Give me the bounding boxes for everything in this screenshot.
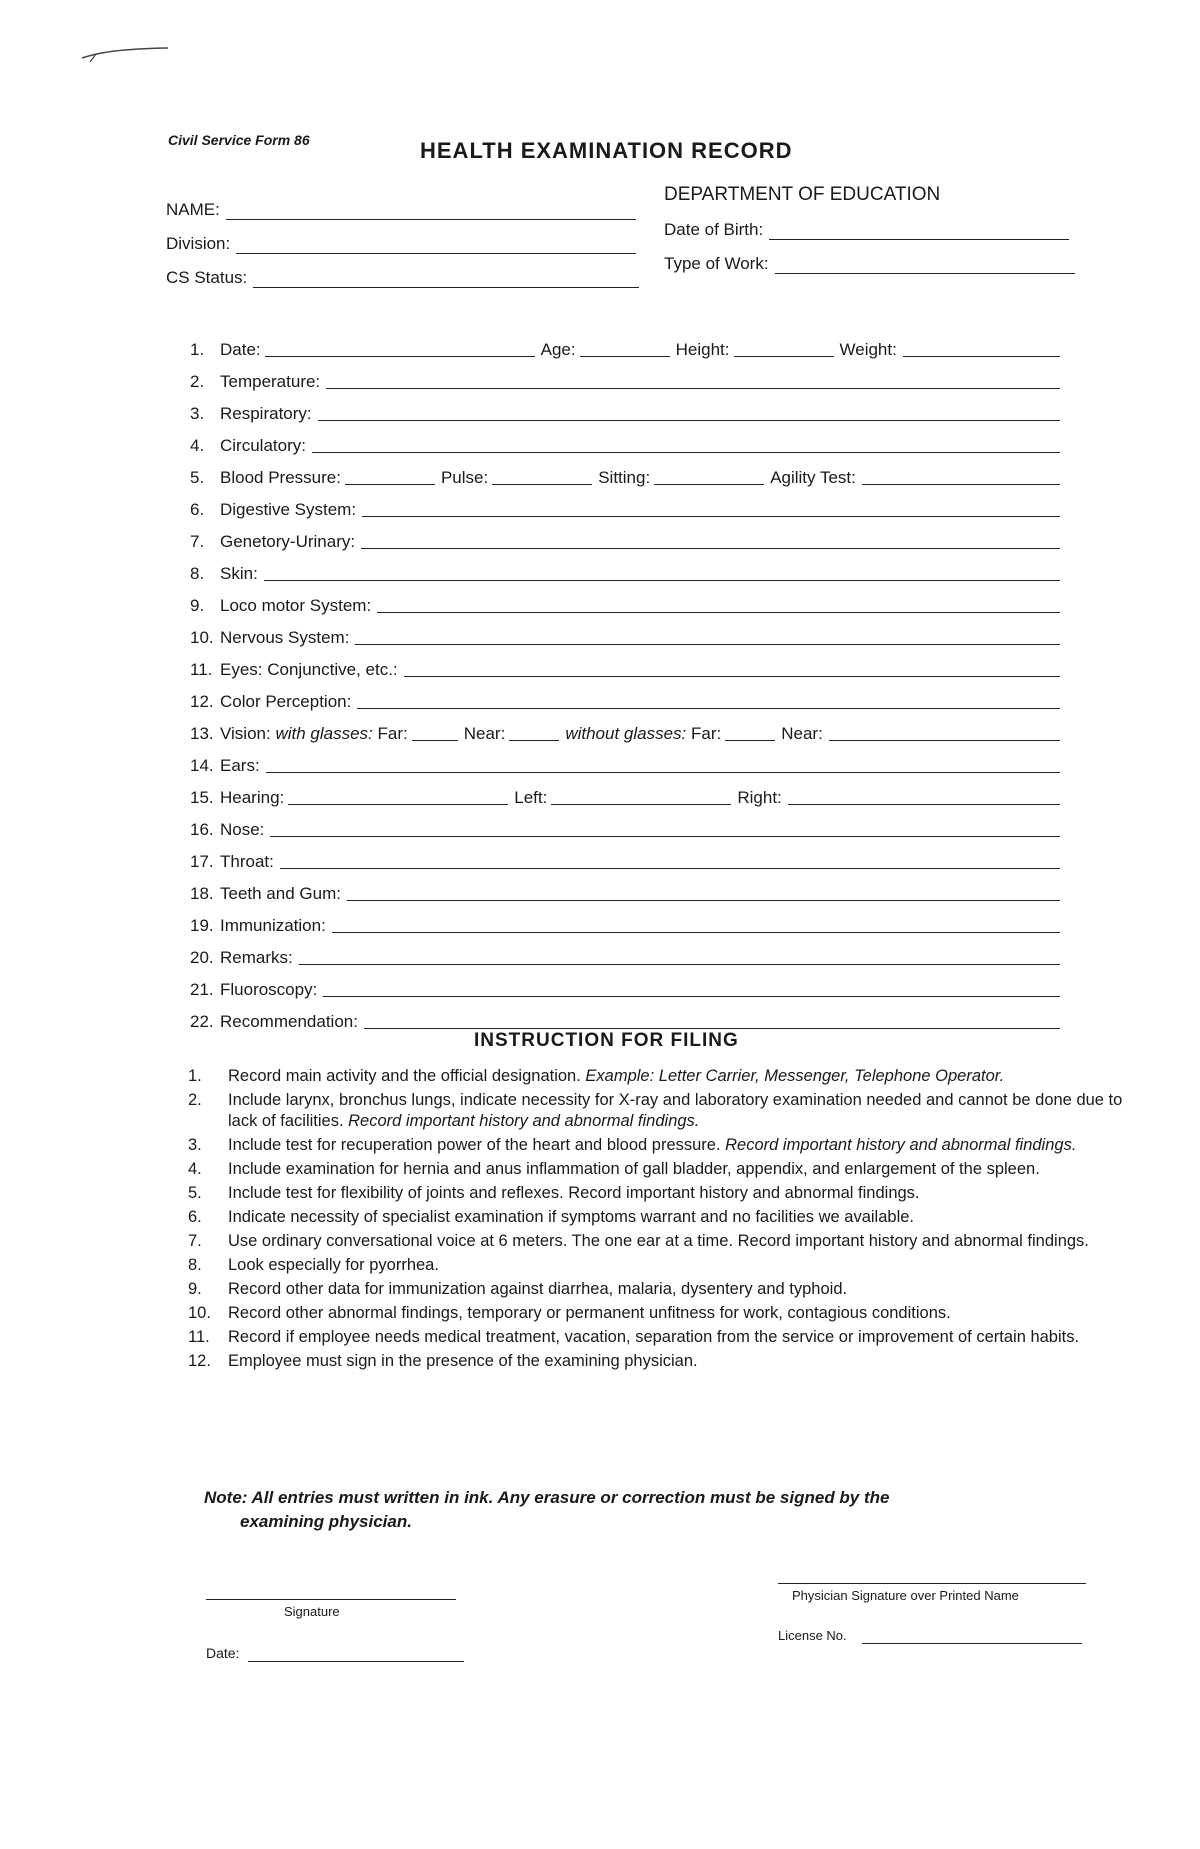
color-perception-input[interactable] (357, 692, 1060, 709)
nervous-system-input[interactable] (355, 628, 1060, 645)
page-title: HEALTH EXAMINATION RECORD (420, 138, 793, 163)
item-6: 6. Digestive System: (190, 488, 1060, 520)
instruction-item: 4. Include examination for hernia and anus inflammation of gall bladder, appendix, and enlargement of the spleen. (188, 1160, 1040, 1178)
teeth-and-gum-label: Teeth and Gum: (220, 884, 341, 903)
date-line[interactable] (248, 1660, 464, 1662)
immunization-input[interactable] (332, 916, 1060, 933)
without-glasses-label: without glasses: (565, 724, 687, 743)
instruction-item: 11. Record if employee needs medical treatment, vacation, separation from the service or improvement of certain habits. (188, 1328, 1080, 1346)
name-label: NAME: (166, 200, 220, 219)
digestive-system-label: Digestive System: (220, 500, 357, 519)
cs-status-label: CS Status: (166, 268, 248, 287)
item-14: 14. Ears: (190, 744, 1060, 776)
recommendation-input[interactable] (364, 1012, 1060, 1029)
far-with-glasses-input[interactable] (412, 724, 458, 741)
name-field[interactable] (166, 200, 636, 220)
employee-signature-line[interactable] (206, 1598, 456, 1600)
nervous-system-label: Nervous System: (220, 628, 350, 647)
ink-note: Note: All entries must written in ink. Any erasure or correction must be signed by the examining physician. (204, 1488, 890, 1531)
weight-label: Weight: (839, 340, 897, 359)
age-input[interactable] (580, 340, 670, 357)
date-label: Date: (220, 340, 261, 359)
item-20: 20. Remarks: (190, 936, 1060, 968)
temperature-input[interactable] (326, 372, 1060, 389)
throat-input[interactable] (280, 852, 1060, 869)
item-4: 4. Circulatory: (190, 424, 1060, 456)
item-13: 13. Vision: with glasses: Far: Near: without glasses: Far: Near: (190, 712, 1060, 744)
far-without-glasses-input[interactable] (725, 724, 775, 741)
far-label-2: Far: (691, 724, 722, 743)
remarks-input[interactable] (299, 948, 1060, 965)
instruction-item: 5. Include test for flexibility of joints and reflexes. Record important history and abnormal findings. (188, 1184, 920, 1202)
recommendation-label: Recommendation: (220, 1012, 358, 1031)
genetory-urinary-input[interactable] (361, 532, 1060, 549)
remarks-label: Remarks: (220, 948, 293, 967)
color-perception-label: Color Perception: (220, 692, 352, 711)
nose-label: Nose: (220, 820, 265, 839)
near-with-glasses-input[interactable] (509, 724, 559, 741)
skin-input[interactable] (264, 564, 1060, 581)
vision-label: Vision: (220, 724, 271, 743)
with-glasses-label: with glasses: (275, 724, 373, 743)
skin-label: Skin: (220, 564, 258, 583)
instruction-item: 3. Include test for recuperation power of the heart and blood pressure. Record important history and abnormal findings. (188, 1136, 1077, 1154)
item-18: 18. Teeth and Gum: (190, 872, 1060, 904)
cs-status-field[interactable] (166, 268, 639, 288)
instruction-item: 12. Employee must sign in the presence of the examining physician. (188, 1352, 698, 1370)
division-label: Division: (166, 234, 231, 253)
type-of-work-label: Type of Work: (664, 254, 769, 273)
loco-motor-system-input[interactable] (377, 596, 1060, 613)
scribble-mark (80, 40, 170, 70)
nose-input[interactable] (270, 820, 1060, 837)
ears-label: Ears: (220, 756, 260, 775)
respiratory-input[interactable] (318, 404, 1060, 421)
department-name: DEPARTMENT OF EDUCATION (664, 184, 941, 205)
instruction-item: 1. Record main activity and the official designation. Example: Letter Carrier, Messenger, Telephone Operator. (188, 1067, 1005, 1085)
fluoroscopy-input[interactable] (323, 980, 1060, 997)
near-without-glasses-input[interactable] (829, 724, 1060, 741)
instruction-item: 7. Use ordinary conversational voice at 6 meters. The one ear at a time. Record important history and abnormal findings. (188, 1232, 1089, 1250)
division-field[interactable] (166, 234, 636, 254)
blood-pressure-label: Blood Pressure: (220, 468, 341, 487)
instructions-title: INSTRUCTION FOR FILING (474, 1030, 739, 1051)
instruction-item: 10. Record other abnormal findings, temporary or permanent unfitness for work, contagious conditions. (188, 1304, 951, 1322)
item-10: 10. Nervous System: (190, 616, 1060, 648)
item-15: 15. Hearing: Left: Right: (190, 776, 1060, 808)
signature-label: Signature (284, 1604, 340, 1619)
date-label-bottom: Date: (206, 1645, 240, 1661)
pulse-label: Pulse: (440, 468, 489, 487)
respiratory-label: Respiratory: (220, 404, 312, 423)
item-16: 16. Nose: (190, 808, 1060, 840)
item-7: 7. Genetory-Urinary: (190, 520, 1060, 552)
blood-pressure-input[interactable] (345, 468, 435, 485)
left-label: Left: (514, 788, 548, 807)
item-3: 3. Respiratory: (190, 392, 1060, 424)
item-9: 9. Loco motor System: (190, 584, 1060, 616)
hearing-label: Hearing: (220, 788, 285, 807)
throat-label: Throat: (220, 852, 274, 871)
item-1: 1. Date: Age: Height: Weight: (190, 328, 1060, 360)
circulatory-label: Circulatory: (220, 436, 306, 455)
item-21: 21. Fluoroscopy: (190, 968, 1060, 1000)
weight-input[interactable] (903, 340, 1060, 357)
height-label: Height: (675, 340, 730, 359)
loco-motor-system-label: Loco motor System: (220, 596, 372, 615)
age-label: Age: (540, 340, 576, 359)
eyes-label: Eyes: Conjunctive, etc.: (220, 660, 398, 679)
right-input[interactable] (788, 788, 1060, 805)
instruction-item: 9. Record other data for immunization against diarrhea, malaria, dysentery and typhoid. (188, 1280, 848, 1298)
form-number: Civil Service Form 86 (168, 132, 310, 148)
eyes-input[interactable] (404, 660, 1060, 677)
agility-test-label: Agility Test: (770, 468, 856, 487)
instruction-item: 8. Look especially for pyorrhea. (188, 1256, 439, 1274)
item-2: 2. Temperature: (190, 360, 1060, 392)
instructions-list (188, 1066, 1128, 1375)
date-input[interactable] (265, 340, 535, 357)
near-label-2: Near: (781, 724, 823, 743)
type-of-work-field[interactable] (664, 254, 1075, 274)
near-label: Near: (463, 724, 506, 743)
digestive-system-input[interactable] (362, 500, 1060, 517)
physician-signature-line[interactable] (778, 1582, 1086, 1584)
instruction-item: 6. Indicate necessity of specialist examination if symptoms warrant and no facilities we available. (188, 1208, 914, 1226)
genetory-urinary-label: Genetory-Urinary: (220, 532, 356, 551)
item-17: 17. Throat: (190, 840, 1060, 872)
circulatory-input[interactable] (312, 436, 1060, 453)
sitting-label: Sitting: (598, 468, 651, 487)
item-19: 19. Immunization: (190, 904, 1060, 936)
agility-test-input[interactable] (862, 468, 1060, 485)
item-12: 12. Color Perception: (190, 680, 1060, 712)
examination-items (190, 328, 1060, 1032)
far-label: Far: (377, 724, 408, 743)
instruction-item: 2. Include larynx, bronchus lungs, indicate necessity for X-ray and laboratory examination needed and cannot be done due to lack of facilities. Record important history and abnormal findings. (188, 1091, 1123, 1130)
date-of-birth-field[interactable] (664, 220, 1069, 240)
item-11: 11. Eyes: Conjunctive, etc.: (190, 648, 1060, 680)
license-label: License No. (778, 1628, 847, 1643)
sitting-input[interactable] (654, 468, 764, 485)
physician-signature-label: Physician Signature over Printed Name (792, 1588, 1019, 1603)
item-8: 8. Skin: (190, 552, 1060, 584)
height-input[interactable] (734, 340, 834, 357)
pulse-input[interactable] (492, 468, 592, 485)
fluoroscopy-label: Fluoroscopy: (220, 980, 318, 999)
left-input[interactable] (551, 788, 731, 805)
ears-input[interactable] (266, 756, 1060, 773)
date-of-birth-label: Date of Birth: (664, 220, 764, 239)
item-5: 5. Blood Pressure: Pulse: Sitting: Agility Test: (190, 456, 1060, 488)
temperature-label: Temperature: (220, 372, 321, 391)
license-line[interactable] (862, 1642, 1082, 1644)
teeth-and-gum-input[interactable] (347, 884, 1060, 901)
right-label: Right: (737, 788, 782, 807)
immunization-label: Immunization: (220, 916, 326, 935)
item-22: 22. Recommendation: (190, 1000, 1060, 1032)
hearing-input[interactable] (288, 788, 508, 805)
